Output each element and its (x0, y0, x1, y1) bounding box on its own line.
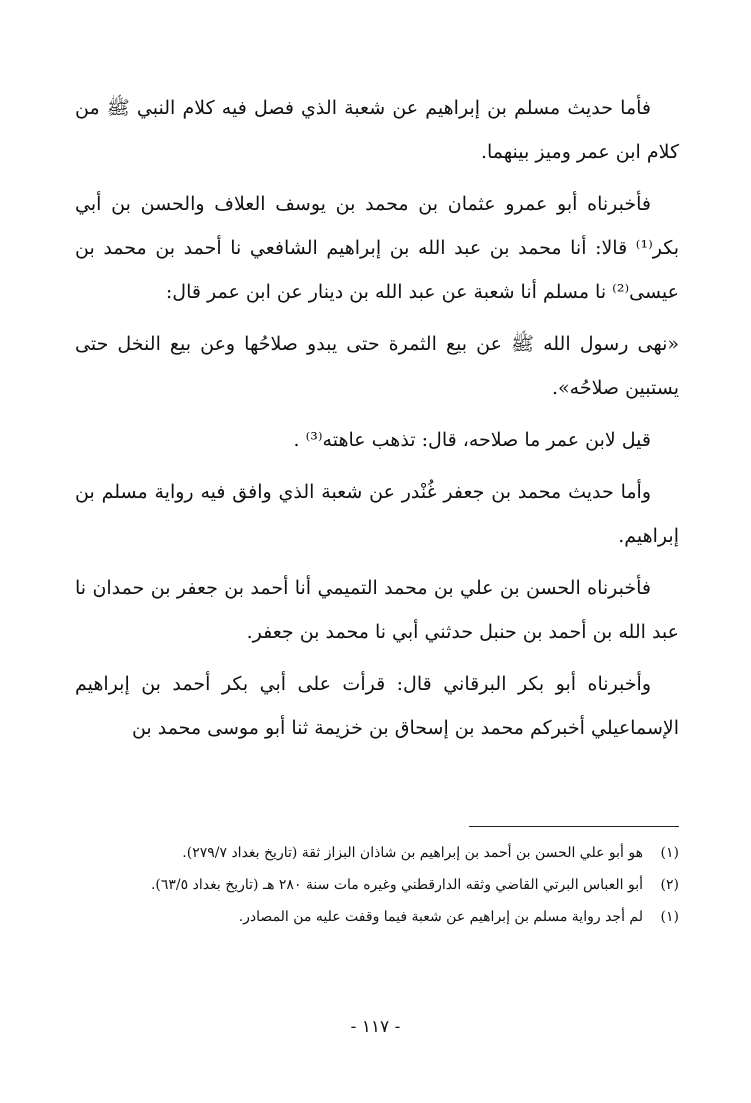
footnote-number: (١) (660, 845, 679, 861)
paragraph-ghundar: وأما حديث محمد بن جعفر غُنْدر عن شعبة الذي وافق فيه رواية مسلم بن إبراهيم. (75, 481, 679, 547)
footnote-text: أبو العباس البرتي القاضي وثقه الدارقطني وغيره مات سنة ٢٨٠ هـ (تاريخ بغداد ٦٣/٥). (150, 877, 643, 893)
footnote (75, 904, 679, 930)
paragraph-isnad-2: فأخبرناه الحسن بن علي بن محمد التميمي أنا أحمد بن جعفر بن حمدان نا عبد الله بن أحمد بن حنبل حدثني أبي نا محمد بن جعفر. (75, 577, 679, 643)
paragraph-explanation: قيل لابن عمر ما صلاحه، قال: تذهب عاهته⁽³⁾ . (293, 429, 651, 451)
footnote-text: هو أبو علي الحسن بن أحمد بن إبراهيم بن شاذان البزاز ثقة (تاريخ بغداد ٢٧٩/٧). (182, 845, 643, 861)
paragraph-hadith-quote: «نهى رسول الله ﷺ عن بيع الثمرة حتى يبدو صلاحُها وعن بيع النخل حتى يستبين صلاحُه». (75, 333, 679, 399)
paragraph-intro: فأما حديث مسلم بن إبراهيم عن شعبة الذي فصل فيه كلام النبي ﷺ من كلام ابن عمر وميز بينهما. (75, 97, 679, 163)
footnote-separator (469, 826, 679, 827)
footnotes (75, 840, 679, 936)
footnote (75, 840, 679, 866)
footnote-text: لم أجد رواية مسلم بن إبراهيم عن شعبة فيما وقفت عليه من المصادر. (238, 909, 643, 925)
main-text (75, 86, 679, 758)
footnote-number: (١) (660, 909, 679, 925)
paragraph-isnad-1: فأخبرناه أبو عمرو عثمان بن محمد بن يوسف العلاف والحسن بن أبي بكر⁽¹⁾ قالا: أنا محمد بن عبد الله بن إبراهيم الشافعي نا أحمد بن محمد بن عيسى⁽²⁾ نا مسلم أنا شعبة عن عبد الله بن دينار عن ابن عمر قال: (75, 193, 679, 303)
page-number: - ١١٧ - (350, 1017, 401, 1037)
footnote (75, 872, 679, 898)
footnote-number: (٢) (660, 877, 679, 893)
paragraph-isnad-3: وأخبرناه أبو بكر البرقاني قال: قرأت على أبي بكر أحمد بن إبراهيم الإسماعيلي أخبركم محمد بن إسحاق بن خزيمة ثنا أبو موسى محمد بن (75, 673, 679, 739)
